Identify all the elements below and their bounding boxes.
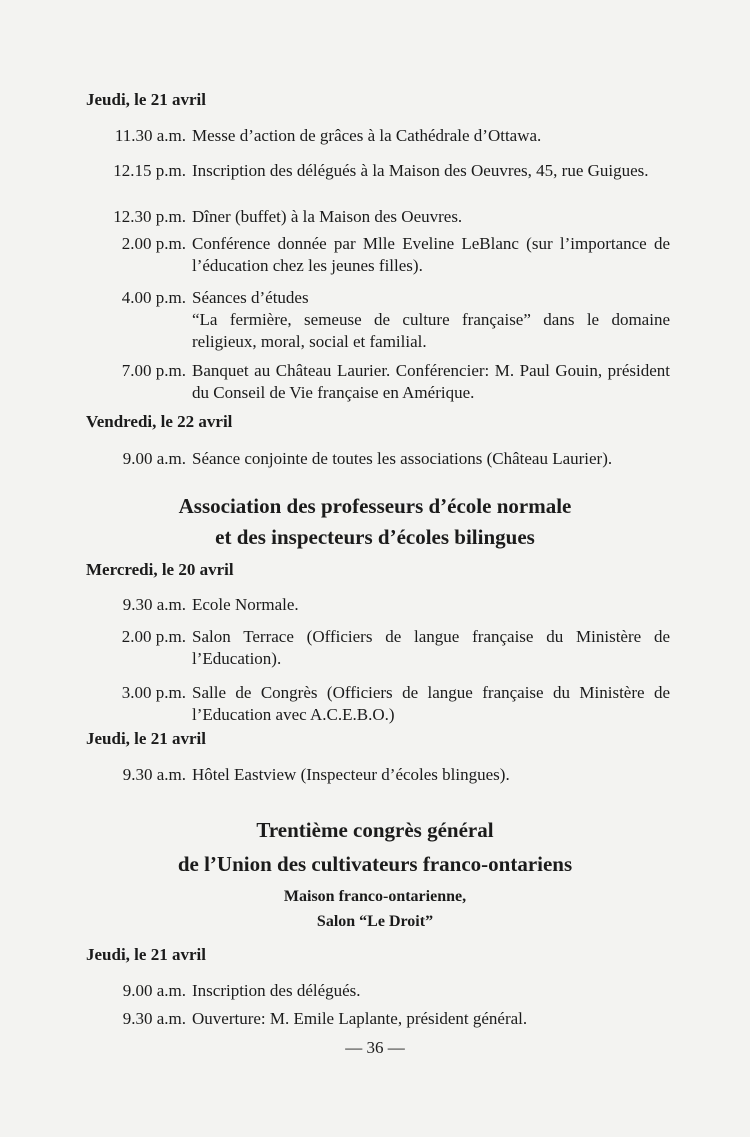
entry-time: 9.30 a.m.	[122, 765, 186, 784]
entry-time: 9.30 a.m.	[122, 595, 186, 614]
entry-description: Dîner (buffet) à la Maison des Oeuvres.	[192, 207, 463, 226]
entry-time: 2.00 p.m.	[121, 627, 186, 646]
day-heading: Jeudi, le 21 avril	[86, 90, 206, 109]
entry-time: 12.15 p.m.	[113, 161, 186, 180]
section-heading: et des inspecteurs d’écoles bilingues	[215, 525, 535, 549]
entry-description: Séances d’études	[192, 288, 309, 307]
entry-description: Salle de Congrès (Officiers de langue française du Ministère de l’Education avec A.C.E.B.O.)	[192, 683, 670, 724]
entry-description: Inscription des délégués à la Maison des Oeuvres, 45, rue Guigues.	[192, 161, 649, 180]
section-heading: Trentième congrès général	[256, 818, 494, 842]
entry-time: 9.30 a.m.	[122, 1009, 186, 1028]
entry-description: Salon Terrace (Officiers de langue française du Ministère de l’Education).	[192, 627, 670, 668]
entry-description: Séance conjointe de toutes les associations (Château Laurier).	[192, 449, 613, 468]
page-number: — 36 —	[345, 1038, 405, 1057]
entry-description: Conférence donnée par Mlle Eveline LeBlanc (sur l’importance de l’éducation chez les jeunes filles).	[192, 234, 670, 275]
entry-description-detail: “La fermière, semeuse de culture française” dans le domaine religieux, moral, social et familial.	[192, 310, 670, 351]
entry-description: Messe d’action de grâces à la Cathédrale d’Ottawa.	[192, 126, 542, 145]
entry-description: Banquet au Château Laurier. Conférencier: M. Paul Gouin, président du Conseil de Vie française en Amérique.	[192, 361, 670, 402]
day-heading: Jeudi, le 21 avril	[86, 945, 206, 964]
section-heading: Association des professeurs d’école normale	[178, 494, 572, 518]
day-heading: Vendredi, le 22 avril	[86, 412, 233, 431]
entry-time: 2.00 p.m.	[121, 234, 186, 253]
entry-time: 4.00 p.m.	[121, 288, 186, 307]
entry-description: Inscription des délégués.	[192, 981, 361, 1000]
entry-description: Ecole Normale.	[192, 595, 299, 614]
section-heading: de l’Union des cultivateurs franco-ontariens	[177, 852, 573, 876]
venue-line: Salon “Le Droit”	[316, 913, 434, 930]
entry-time: 7.00 p.m.	[121, 361, 186, 380]
entry-time: 3.00 p.m.	[121, 683, 186, 702]
entry-time: 12.30 p.m.	[113, 207, 186, 226]
day-heading: Jeudi, le 21 avril	[86, 729, 206, 748]
entry-description: Ouverture: M. Emile Laplante, président général.	[192, 1009, 528, 1028]
entry-time: 9.00 a.m.	[122, 449, 186, 468]
day-heading: Mercredi, le 20 avril	[86, 560, 234, 579]
venue-line: Maison franco-ontarienne,	[283, 888, 467, 905]
entry-time: 11.30 a.m.	[114, 126, 186, 145]
entry-description: Hôtel Eastview (Inspecteur d’écoles blingues).	[192, 765, 510, 784]
entry-time: 9.00 a.m.	[122, 981, 186, 1000]
